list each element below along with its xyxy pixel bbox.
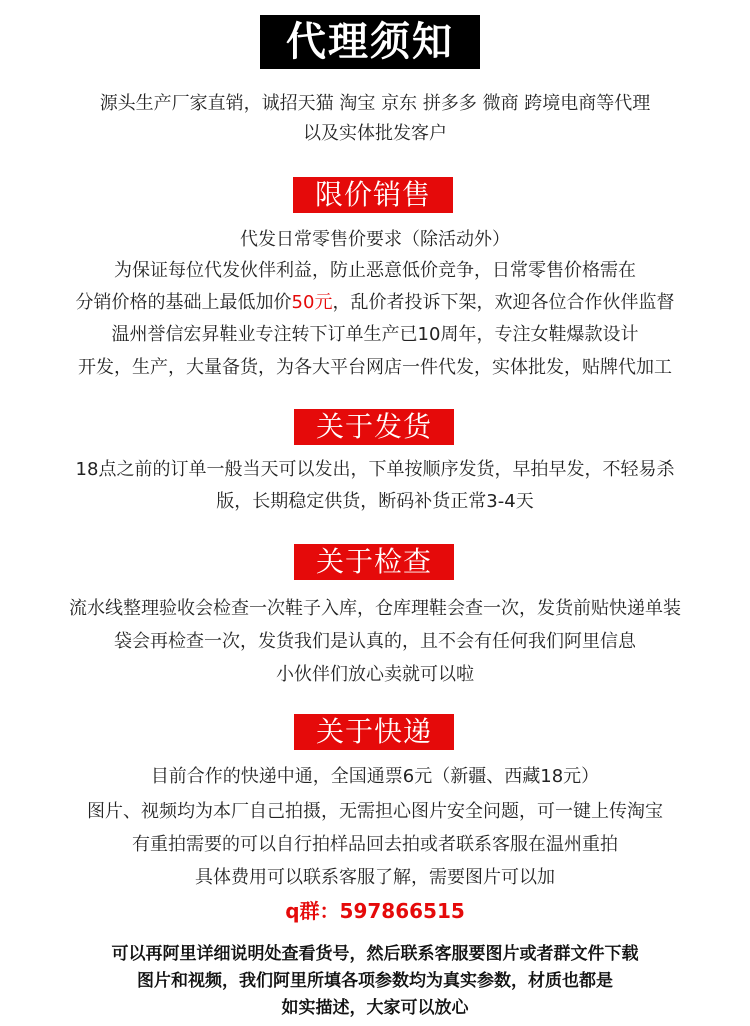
section-heading-express: 关于快递: [294, 714, 454, 750]
price-line-3: [0, 291, 750, 315]
inspection-line-1: 流水线整理验收会检查一次鞋子入库，仓库理鞋会查一次，发货前贴快递单装: [69, 598, 681, 619]
qq-group-number: q群：597866515: [285, 899, 465, 923]
express-line-3: 有重拍需要的可以自行拍样品回去拍或者联系客服在温州重拍: [132, 834, 618, 855]
section-heading-inspection: 关于检查: [294, 544, 454, 580]
page-title: 代理须知: [260, 15, 480, 69]
price-line-2: 为保证每位代发伙伴利益，防止恶意低价竞争，日常零售价格需在: [114, 260, 636, 281]
section-heading-shipping: 关于发货: [294, 409, 454, 445]
inspection-line-2: 袋会再检查一次，发货我们是认真的，且不会有任何我们阿里信息: [114, 631, 636, 652]
intro-line-1: 源头生产厂家直销，诚招天猫 淘宝 京东 拼多多 微商 跨境电商等代理: [99, 93, 651, 114]
footer-line-3: 如实描述，大家可以放心: [281, 998, 469, 1018]
intro-line-2: 以及实体批发客户: [303, 123, 447, 144]
inspection-line-3: 小伙伴们放心卖就可以啦: [276, 664, 474, 685]
section-heading-price: 限价销售: [293, 177, 453, 213]
markup-amount: 50元: [291, 292, 333, 313]
footer-line-1: 可以再阿里详细说明处查看货号，然后联系客服要图片或者群文件下载: [111, 944, 639, 964]
express-line-4: 具体费用可以联系客服了解，需要图片可以加: [195, 867, 555, 888]
express-line-2: 图片、视频均为本厂自己拍摄，无需担心图片安全问题，可一键上传淘宝: [87, 801, 663, 822]
price-line-4: 温州誉信宏昇鞋业专注转下订单生产已10周年，专注女鞋爆款设计: [111, 324, 639, 345]
shipping-line-2: 版，长期稳定供货，断码补货正常3-4天: [216, 491, 534, 512]
price-line-3-pre: 分销价格的基础上最低加价: [75, 292, 292, 313]
price-line-5: 开发，生产，大量备货，为各大平台网店一件代发，实体批发，贴牌代加工: [78, 357, 672, 378]
price-line-1: 代发日常零售价要求（除活动外）: [240, 229, 510, 250]
express-line-1: 目前合作的快递中通，全国通票6元（新疆、西藏18元）: [150, 766, 600, 787]
shipping-line-1: 18点之前的订单一般当天可以发出，下单按顺序发货，早拍早发，不轻易杀: [75, 459, 675, 480]
footer-line-2: 图片和视频，我们阿里所填各项参数均为真实参数，材质也都是: [137, 971, 613, 991]
price-line-3-post: ，乱价者投诉下架，欢迎各位合作伙伴监督: [332, 292, 675, 313]
